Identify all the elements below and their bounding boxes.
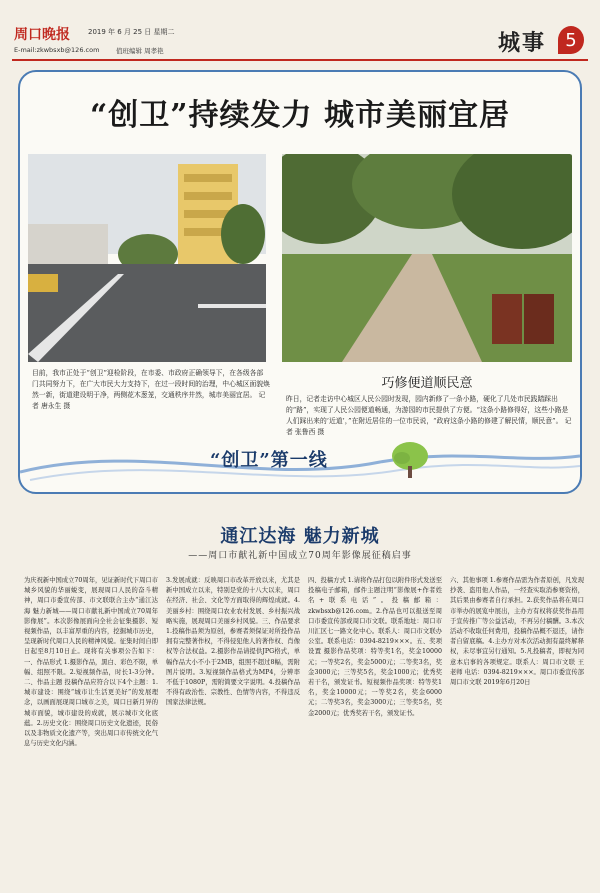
banner-text: “创卫”第一线 [210,450,328,471]
feature-title: “创卫”持续发力 城市美丽宜居 [90,98,510,133]
newspaper-logo: 周口晚报 [14,27,70,43]
feature-panel [18,70,582,494]
left-photo-caption: 目前，我市正处于“创卫”迎检阶段，在市委、市政府正确领导下，在各级各部门共同努力下，在广大市民大力支持下，在过一段时间的治理，中心城区面貌焕然一新，街道建设明于净，两侧花木葱茏，交通秩序井然，城市美丽宜居。 记者 唐永生 摄 [32,369,270,410]
editor-credit: 值班编辑 周孝艳 [116,47,164,55]
article-subheadline: ——周口市献礼新中国成立70周年影像展征稿启事 [188,551,412,561]
tree-icon [388,438,432,482]
masthead [0,0,600,66]
right-photo-title: 巧修便道顺民意 [381,376,473,391]
page-number: 5 [565,29,577,51]
section-title: 城事 [498,30,547,56]
article-column-2: 3.发展成就：反映周口市改革开放以来，尤其是新中国成立以来，特别是党的十八大以来，周口在经济、社会、文化等方面取得的辉煌成就。4.美丽乡村：围绕周口农业农村发展、乡村振兴战略实施，展现周口美丽乡村风貌。三、作品要求 1.投稿作品须为原创，参赛者须保证对所投作品拥有完整著作权，不得侵犯他人的著作权、肖像权等合法权益。2.摄影作品请提供JPG格式，单幅作品大小不小于2MB，组照不超过8幅，需附图片说明。3.短视频作品格式为MP4，分辨率不低于1080P，需附简要文字说明。4.投稿作品不得有政治性、宗教性、色情等内容，不得违反国家法律法规。 [166,577,300,707]
article-headline: 通江达海 魅力新城 [220,526,380,547]
right-photo-caption: 昨日，记者走访中心城区人民公园时发现，园内新修了一条小路，硬化了几处市民践踏踩出的“路”，实现了人民公园便道畅通，为游园的市民提供了方便。“这条小路修得好，这些小路是人们踩出来的‘近道’，”在附近居住的一位市民说，“政府这条小路的修建了解民情，顺民意”。 记者 张鲁西 摄 [286,395,572,436]
article-column-1: 为庆祝新中国成立70周年，见证新时代下周口市城乡风貌的华丽蜕变，展现周口人民的奋斗精神，周口市委宣传部、市文联联合主办“通江达海 魅力新城——周口市献礼新中国成立70周年影像展”。本次影像展面向全社会征集摄影、短视频作品，以丰富厚重的内容，挖掘城市历史，呈现新时代周口人民的精神风貌。征集时间自即日起至8月10日止。现将有关事项公告如下：一、作品形式 1.摄影作品，黑白、彩色不限，单幅、组照不限。2.短视频作品，时长1-3分钟。二、作品主题 投稿作品应符合以下4个主题：1.城市建设：围绕“城市让生活更美好”的发展理念，以画面展现周口城市之美，周口日新月异的城市面貌，城市建设的成就，展示城市文化底蕴。2.历史文化：围绕周口历史文化遗迹，民俗以及非物质文化遗产等，突出周口市传统文化气息与历史文化内涵。 [24,577,158,748]
issue-date: 2019 年 6 月 25 日 星期二 [88,28,175,36]
article-column-4: 六、其他事项 1.参赛作品需为作者原创，凡发现抄袭、盗用他人作品，一经查实取消参赛资格，其后果由参赛者自行承担。2.获奖作品将在周口市举办的展览中展出，主办方有权将获奖作品用于宣传推广等公益活动，不再另付稿酬。3.本次活动不收取任何费用，投稿作品概不退还，请作者自留底稿。4.主办方对本次活动拥有最终解释权，未尽事宜另行通知。5.凡投稿者，即视为同意本启事的各项规定。联系人：周口市文联 王老师 电话：0394-8219×××。周口市委宣传部 周口市文联 2019年6月20日 [450,577,584,687]
article-column-3: 四、投稿方式 1.请将作品打包以附件形式发送至投稿电子邮箱，邮件主题注明“影像展+作者姓名+联系电话”。投稿邮箱：zkwbsxb@126.com。2.作品也可以报送至周口市委宣传部或周口市文联。联系地址：周口市川汇区七一路文化中心。联系人：周口市文联办公室。联系电话：0394-8219×××。五、奖项设置 摄影作品奖项：特等奖1名，奖金10000元；一等奖2名，奖金5000元；二等奖3名，奖金3000元；三等奖5名，奖金1000元；优秀奖若干名，颁发证书。短视频作品奖项：特等奖1名，奖金10000元；一等奖2名，奖金6000元；二等奖3名，奖金3000元；三等奖5名，奖金2000元；优秀奖若干名，颁发证书。 [308,577,442,717]
park-path-photo [282,154,572,362]
feature-banner [20,432,580,488]
street-scene-illustration [28,154,266,362]
masthead-rule [12,59,588,61]
contact-email: E-mail:zkwbsxb@126.com [14,46,100,54]
page-number-badge [558,26,584,54]
park-path-illustration [282,154,572,362]
street-photo [28,154,266,362]
